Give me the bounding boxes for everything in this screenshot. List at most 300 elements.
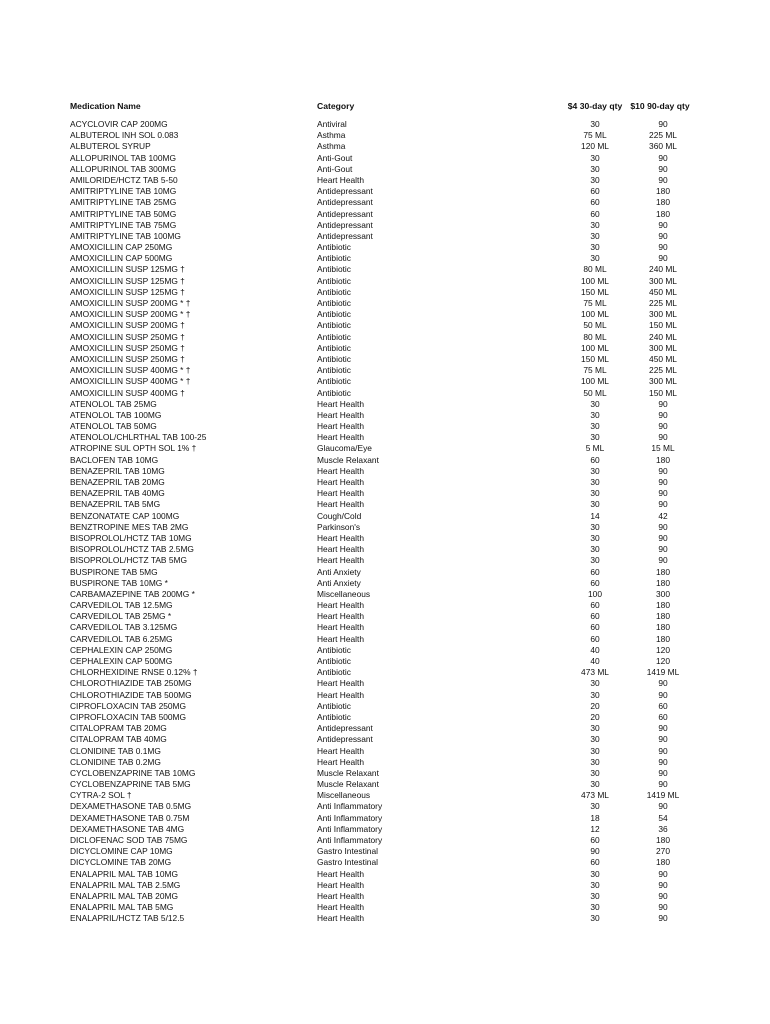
qty-90-day-cell: 1419 ML (646, 790, 680, 801)
medication-name-cell: DEXAMETHASONE TAB 0.75M (70, 812, 190, 823)
medication-name-cell: BACLOFEN TAB 10MG (70, 454, 159, 465)
category-cell: Antibiotic (317, 331, 351, 342)
table-row (0, 298, 770, 309)
qty-90-day-cell: 90 (658, 477, 668, 487)
qty-90-day-cell: 240 ML (649, 331, 677, 342)
qty-30-day-cell: 100 ML (581, 376, 609, 387)
qty-90-day-cell: 54 (658, 812, 668, 823)
medication-name-cell: CARVEDILOL TAB 3.125MG (70, 622, 178, 633)
qty-90-day-cell: 15 ML (651, 443, 675, 454)
qty-90-day-cell: 270 (656, 846, 670, 857)
qty-90-day-cell: 90 (658, 230, 668, 241)
category-cell: Antibiotic (317, 286, 351, 297)
qty-30-day-cell: 30 (590, 544, 600, 555)
medication-name-cell: AMITRIPTYLINE TAB 75MG (70, 219, 177, 230)
qty-90-day-cell: 300 ML (649, 309, 677, 320)
qty-90-day-cell: 90 (658, 398, 668, 409)
qty-90-day-cell: 225 ML (649, 130, 677, 141)
table-row (0, 432, 770, 443)
category-cell: Antibiotic (317, 387, 351, 398)
category-cell: Antibiotic (317, 353, 351, 364)
table-row (0, 656, 770, 667)
qty-90-day-cell: 450 ML (649, 286, 677, 297)
category-cell: Antidepressant (317, 734, 373, 745)
qty-30-day-cell: 18 (590, 812, 600, 823)
table-row (0, 421, 770, 432)
category-cell: Gastro Intestinal (317, 857, 378, 868)
table-row (0, 902, 770, 913)
category-cell: Asthma (317, 130, 346, 141)
category-cell: Heart Health (317, 689, 365, 700)
qty-30-day-cell: 473 ML (581, 790, 609, 801)
qty-30-day-cell: 20 (590, 700, 600, 711)
medication-name-cell: AMOXICILLIN SUSP 400MG † (70, 387, 185, 398)
table-row (0, 790, 770, 801)
qty-30-day-cell: 30 (590, 779, 600, 790)
table-row (0, 634, 770, 645)
qty-30-day-cell: 30 (590, 890, 600, 901)
column-header-30-day-qty: $4 30-day qty (567, 101, 623, 111)
medication-name-cell: ALLOPURINOL TAB 300MG (70, 163, 176, 174)
qty-30-day-cell: 60 (590, 600, 600, 611)
qty-90-day-cell: 360 ML (649, 141, 677, 152)
table-row (0, 555, 770, 566)
qty-30-day-cell: 30 (590, 745, 600, 756)
qty-30-day-cell: 12 (590, 823, 600, 834)
qty-90-day-cell: 180 (656, 577, 670, 588)
qty-30-day-cell: 60 (590, 835, 600, 845)
qty-30-day-cell: 60 (590, 208, 600, 219)
category-cell: Miscellaneous (317, 588, 371, 599)
qty-90-day-cell: 90 (658, 555, 668, 566)
table-row (0, 287, 770, 298)
column-header-medication-name: Medication Name (70, 101, 141, 111)
category-cell: Heart Health (317, 477, 365, 487)
qty-90-day-cell: 225 ML (649, 365, 677, 376)
qty-90-day-cell: 90 (658, 119, 668, 129)
table-row (0, 813, 770, 824)
qty-30-day-cell: 30 (590, 477, 600, 487)
table-row (0, 757, 770, 768)
category-cell: Muscle Relaxant (317, 767, 379, 778)
table-row (0, 891, 770, 902)
medication-name-cell: BENAZEPRIL TAB 20MG (70, 477, 165, 487)
column-header-90-day-qty: $10 90-day qty (630, 101, 690, 111)
medication-name-cell: ENALAPRIL/HCTZ TAB 5/12.5 (70, 913, 185, 924)
qty-30-day-cell: 75 ML (583, 365, 607, 376)
qty-90-day-cell: 90 (658, 779, 668, 790)
qty-90-day-cell: 90 (658, 890, 668, 901)
category-cell: Heart Health (317, 421, 365, 432)
qty-90-day-cell: 1419 ML (646, 667, 680, 678)
medication-name-cell: ALLOPURINOL TAB 100MG (70, 152, 176, 163)
table-row (0, 164, 770, 175)
table-row (0, 343, 770, 354)
medication-name-cell: BENAZEPRIL TAB 40MG (70, 488, 165, 499)
qty-30-day-cell: 30 (590, 432, 600, 443)
qty-30-day-cell: 120 ML (581, 141, 609, 152)
table-row (0, 567, 770, 578)
qty-90-day-cell: 90 (658, 409, 668, 420)
category-cell: Heart Health (317, 499, 365, 510)
qty-90-day-cell: 180 (656, 208, 670, 219)
qty-30-day-cell: 60 (590, 566, 600, 577)
qty-30-day-cell: 30 (590, 734, 600, 745)
category-cell: Antibiotic (317, 700, 351, 711)
table-row (0, 723, 770, 734)
qty-90-day-cell: 180 (656, 566, 670, 577)
category-cell: Antidepressant (317, 230, 373, 241)
category-cell: Heart Health (317, 902, 365, 913)
medication-name-cell: CYCLOBENZAPRINE TAB 10MG (70, 767, 196, 778)
qty-90-day-cell: 90 (658, 174, 668, 185)
table-row (0, 253, 770, 264)
medication-name-cell: CHLORHEXIDINE RNSE 0.12% † (70, 667, 198, 678)
qty-30-day-cell: 30 (590, 555, 600, 566)
column-header-category: Category (317, 101, 355, 111)
table-row (0, 690, 770, 701)
qty-30-day-cell: 100 ML (581, 342, 609, 353)
qty-90-day-cell: 90 (658, 421, 668, 432)
qty-30-day-cell: 30 (590, 767, 600, 778)
medication-name-cell: AMOXICILLIN SUSP 250MG † (70, 353, 185, 364)
category-cell: Antibiotic (317, 275, 351, 286)
medication-name-cell: CLONIDINE TAB 0.1MG (70, 745, 161, 756)
medication-name-cell: CITALOPRAM TAB 40MG (70, 734, 167, 745)
category-cell: Muscle Relaxant (317, 454, 379, 465)
category-cell: Antibiotic (317, 656, 351, 666)
qty-90-day-cell: 90 (658, 152, 668, 163)
category-cell: Anti Anxiety (317, 577, 361, 588)
category-cell: Heart Health (317, 633, 365, 644)
medication-name-cell: AMILORIDE/HCTZ TAB 5-50 (70, 174, 178, 185)
table-row (0, 857, 770, 868)
qty-30-day-cell: 30 (590, 152, 600, 163)
qty-30-day-cell: 14 (590, 510, 600, 521)
medication-name-cell: CEPHALEXIN CAP 250MG (70, 644, 173, 655)
category-cell: Antibiotic (317, 242, 351, 253)
medication-name-cell: ATENOLOL TAB 25MG (70, 398, 157, 409)
medication-name-cell: BUSPIRONE TAB 5MG (70, 566, 158, 577)
qty-30-day-cell: 50 ML (583, 320, 607, 331)
medication-name-cell: ATENOLOL/CHLRTHAL TAB 100-25 (70, 432, 207, 443)
table-row (0, 869, 770, 880)
category-cell: Parkinson's (317, 521, 361, 532)
table-row (0, 141, 770, 152)
category-cell: Antibiotic (317, 667, 351, 678)
qty-90-day-cell: 90 (658, 756, 668, 767)
qty-30-day-cell: 30 (590, 689, 600, 700)
medication-name-cell: BENAZEPRIL TAB 10MG (70, 465, 165, 476)
qty-90-day-cell: 180 (656, 186, 670, 197)
medication-name-cell: CARVEDILOL TAB 25MG * (70, 611, 172, 622)
medication-name-cell: CHLOROTHIAZIDE TAB 250MG (70, 678, 192, 689)
qty-30-day-cell: 30 (590, 230, 600, 241)
medication-name-cell: ACYCLOVIR CAP 200MG (70, 119, 168, 129)
table-row (0, 824, 770, 835)
category-cell: Antibiotic (317, 711, 351, 722)
table-row (0, 399, 770, 410)
qty-30-day-cell: 473 ML (581, 667, 609, 678)
table-row (0, 119, 770, 130)
table-row (0, 846, 770, 857)
table-row (0, 667, 770, 678)
medication-name-cell: CEPHALEXIN CAP 500MG (70, 656, 173, 666)
medication-name-cell: DICYCLOMINE CAP 10MG (70, 846, 173, 857)
qty-90-day-cell: 90 (658, 544, 668, 555)
table-row (0, 186, 770, 197)
medication-name-cell: AMOXICILLIN CAP 500MG (70, 253, 173, 264)
qty-30-day-cell: 30 (590, 409, 600, 420)
qty-30-day-cell: 20 (590, 711, 600, 722)
qty-90-day-cell: 90 (658, 745, 668, 756)
qty-30-day-cell: 80 ML (583, 264, 607, 275)
medication-name-cell: AMOXICILLIN SUSP 200MG † (70, 320, 185, 331)
category-cell: Antidepressant (317, 208, 373, 219)
category-cell: Heart Health (317, 756, 365, 767)
medication-name-cell: ATENOLOL TAB 100MG (70, 409, 162, 420)
qty-90-day-cell: 180 (656, 454, 670, 465)
category-cell: Antidepressant (317, 197, 373, 208)
table-row (0, 455, 770, 466)
qty-90-day-cell: 300 ML (649, 275, 677, 286)
medication-name-cell: CARVEDILOL TAB 6.25MG (70, 633, 173, 644)
qty-90-day-cell: 90 (658, 723, 668, 734)
category-cell: Antibiotic (317, 320, 351, 331)
qty-90-day-cell: 90 (658, 432, 668, 443)
qty-90-day-cell: 225 ML (649, 298, 677, 308)
qty-90-day-cell: 60 (658, 700, 668, 711)
qty-90-day-cell: 90 (658, 767, 668, 778)
table-row (0, 354, 770, 365)
qty-90-day-cell: 180 (656, 835, 670, 845)
qty-90-day-cell: 180 (656, 600, 670, 611)
category-cell: Heart Health (317, 488, 365, 499)
medication-name-cell: AMOXICILLIN SUSP 125MG † (70, 264, 185, 275)
qty-90-day-cell: 180 (656, 633, 670, 644)
qty-90-day-cell: 450 ML (649, 353, 677, 364)
table-row (0, 712, 770, 723)
category-cell: Heart Health (317, 432, 365, 443)
table-row (0, 779, 770, 790)
qty-90-day-cell: 180 (656, 197, 670, 208)
table-row (0, 488, 770, 499)
qty-30-day-cell: 30 (590, 678, 600, 689)
category-cell: Anti-Gout (317, 163, 353, 174)
qty-90-day-cell: 180 (656, 857, 670, 868)
medication-name-cell: CYTRA-2 SOL † (70, 790, 132, 801)
qty-30-day-cell: 30 (590, 868, 600, 879)
table-row (0, 276, 770, 287)
qty-30-day-cell: 30 (590, 174, 600, 185)
category-cell: Heart Health (317, 555, 365, 566)
qty-90-day-cell: 90 (658, 499, 668, 510)
medication-name-cell: AMOXICILLIN SUSP 200MG * † (70, 298, 191, 308)
table-row (0, 175, 770, 186)
table-row (0, 880, 770, 891)
category-cell: Antibiotic (317, 298, 351, 308)
medication-name-cell: DEXAMETHASONE TAB 4MG (70, 823, 185, 834)
medication-name-cell: AMOXICILLIN SUSP 200MG * † (70, 309, 191, 320)
qty-30-day-cell: 60 (590, 197, 600, 208)
table-row (0, 153, 770, 164)
table-row (0, 231, 770, 242)
medication-name-cell: BENZTROPINE MES TAB 2MG (70, 521, 189, 532)
qty-90-day-cell: 90 (658, 532, 668, 543)
medication-table (0, 119, 770, 925)
medication-name-cell: AMOXICILLIN SUSP 400MG * † (70, 365, 191, 376)
category-cell: Antibiotic (317, 342, 351, 353)
medication-name-cell: CIPROFLOXACIN TAB 250MG (70, 700, 187, 711)
medication-name-cell: ALBUTEROL INH SOL 0.083 (70, 130, 179, 141)
table-row (0, 209, 770, 220)
medication-name-cell: DICYCLOMINE TAB 20MG (70, 857, 172, 868)
qty-30-day-cell: 60 (590, 633, 600, 644)
qty-90-day-cell: 60 (658, 711, 668, 722)
category-cell: Heart Health (317, 544, 365, 555)
category-cell: Miscellaneous (317, 790, 371, 801)
medication-name-cell: AMITRIPTYLINE TAB 25MG (70, 197, 177, 208)
qty-90-day-cell: 300 (656, 588, 670, 599)
qty-30-day-cell: 75 ML (583, 130, 607, 141)
medication-name-cell: ALBUTEROL SYRUP (70, 141, 151, 152)
qty-30-day-cell: 30 (590, 801, 600, 812)
category-cell: Anti Inflammatory (317, 823, 383, 834)
table-row (0, 410, 770, 421)
qty-90-day-cell: 150 ML (649, 320, 677, 331)
table-row (0, 600, 770, 611)
medication-name-cell: BENAZEPRIL TAB 5MG (70, 499, 161, 510)
qty-30-day-cell: 60 (590, 857, 600, 868)
qty-90-day-cell: 240 ML (649, 264, 677, 275)
table-row (0, 443, 770, 454)
table-row (0, 578, 770, 589)
category-cell: Heart Health (317, 532, 365, 543)
qty-30-day-cell: 40 (590, 656, 600, 666)
table-header (0, 99, 770, 113)
category-cell: Anti-Gout (317, 152, 353, 163)
category-cell: Heart Health (317, 409, 365, 420)
category-cell: Antibiotic (317, 309, 351, 320)
medication-name-cell: ENALAPRIL MAL TAB 20MG (70, 890, 178, 901)
qty-90-day-cell: 90 (658, 242, 668, 253)
qty-30-day-cell: 150 ML (581, 353, 609, 364)
qty-90-day-cell: 90 (658, 902, 668, 913)
table-row (0, 746, 770, 757)
qty-90-day-cell: 300 ML (649, 342, 677, 353)
medication-name-cell: AMITRIPTYLINE TAB 50MG (70, 208, 177, 219)
category-cell: Antibiotic (317, 365, 351, 376)
medication-name-cell: AMOXICILLIN SUSP 250MG † (70, 342, 185, 353)
table-row (0, 466, 770, 477)
category-cell: Heart Health (317, 879, 365, 890)
medication-name-cell: BUSPIRONE TAB 10MG * (70, 577, 168, 588)
qty-90-day-cell: 180 (656, 611, 670, 622)
qty-30-day-cell: 30 (590, 499, 600, 510)
qty-30-day-cell: 30 (590, 253, 600, 264)
table-row (0, 197, 770, 208)
medication-name-cell: CARVEDILOL TAB 12.5MG (70, 600, 173, 611)
qty-30-day-cell: 30 (590, 119, 600, 129)
table-row (0, 220, 770, 231)
category-cell: Anti Inflammatory (317, 801, 383, 812)
qty-90-day-cell: 180 (656, 622, 670, 633)
table-row (0, 533, 770, 544)
qty-90-day-cell: 90 (658, 488, 668, 499)
table-row (0, 376, 770, 387)
qty-90-day-cell: 90 (658, 163, 668, 174)
category-cell: Gastro Intestinal (317, 846, 378, 857)
medication-name-cell: CARBAMAZEPINE TAB 200MG * (70, 588, 195, 599)
table-row (0, 365, 770, 376)
table-row (0, 835, 770, 846)
medication-name-cell: ENALAPRIL MAL TAB 10MG (70, 868, 178, 879)
category-cell: Heart Health (317, 622, 365, 633)
table-row (0, 701, 770, 712)
qty-30-day-cell: 90 (590, 846, 600, 857)
category-cell: Antibiotic (317, 644, 351, 655)
category-cell: Heart Health (317, 611, 365, 622)
table-row (0, 801, 770, 812)
qty-30-day-cell: 30 (590, 219, 600, 230)
medication-name-cell: AMOXICILLIN SUSP 400MG * † (70, 376, 191, 387)
qty-30-day-cell: 30 (590, 756, 600, 767)
table-row (0, 264, 770, 275)
table-row (0, 388, 770, 399)
table-row (0, 611, 770, 622)
qty-90-day-cell: 120 (656, 656, 670, 666)
qty-90-day-cell: 90 (658, 689, 668, 700)
category-cell: Antiviral (317, 119, 347, 129)
medication-name-cell: AMOXICILLIN SUSP 125MG † (70, 286, 185, 297)
table-row (0, 332, 770, 343)
category-cell: Anti Inflammatory (317, 812, 383, 823)
medication-name-cell: BISOPROLOL/HCTZ TAB 10MG (70, 532, 192, 543)
category-cell: Anti Anxiety (317, 566, 361, 577)
qty-30-day-cell: 80 ML (583, 331, 607, 342)
medication-name-cell: CHLOROTHIAZIDE TAB 500MG (70, 689, 192, 700)
table-row (0, 589, 770, 600)
qty-30-day-cell: 30 (590, 913, 600, 924)
qty-30-day-cell: 60 (590, 186, 600, 197)
table-row (0, 544, 770, 555)
category-cell: Anti Inflammatory (317, 835, 383, 845)
category-cell: Antibiotic (317, 264, 351, 275)
qty-90-day-cell: 90 (658, 219, 668, 230)
qty-90-day-cell: 300 ML (649, 376, 677, 387)
category-cell: Heart Health (317, 398, 365, 409)
qty-90-day-cell: 90 (658, 913, 668, 924)
medication-name-cell: ATENOLOL TAB 50MG (70, 421, 157, 432)
category-cell: Heart Health (317, 890, 365, 901)
medication-name-cell: AMITRIPTYLINE TAB 10MG (70, 186, 177, 197)
category-cell: Heart Health (317, 913, 365, 924)
medication-name-cell: DICLOFENAC SOD TAB 75MG (70, 835, 188, 845)
qty-90-day-cell: 90 (658, 521, 668, 532)
qty-30-day-cell: 30 (590, 532, 600, 543)
qty-30-day-cell: 30 (590, 421, 600, 432)
qty-90-day-cell: 90 (658, 868, 668, 879)
medication-name-cell: AMOXICILLIN SUSP 250MG † (70, 331, 185, 342)
table-row (0, 734, 770, 745)
table-row (0, 678, 770, 689)
medication-name-cell: ENALAPRIL MAL TAB 2.5MG (70, 879, 181, 890)
category-cell: Antibiotic (317, 376, 351, 387)
medication-name-cell: ATROPINE SUL OPTH SOL 1% † (70, 443, 197, 454)
category-cell: Cough/Cold (317, 510, 362, 521)
qty-30-day-cell: 30 (590, 723, 600, 734)
category-cell: Glaucoma/Eye (317, 443, 372, 454)
